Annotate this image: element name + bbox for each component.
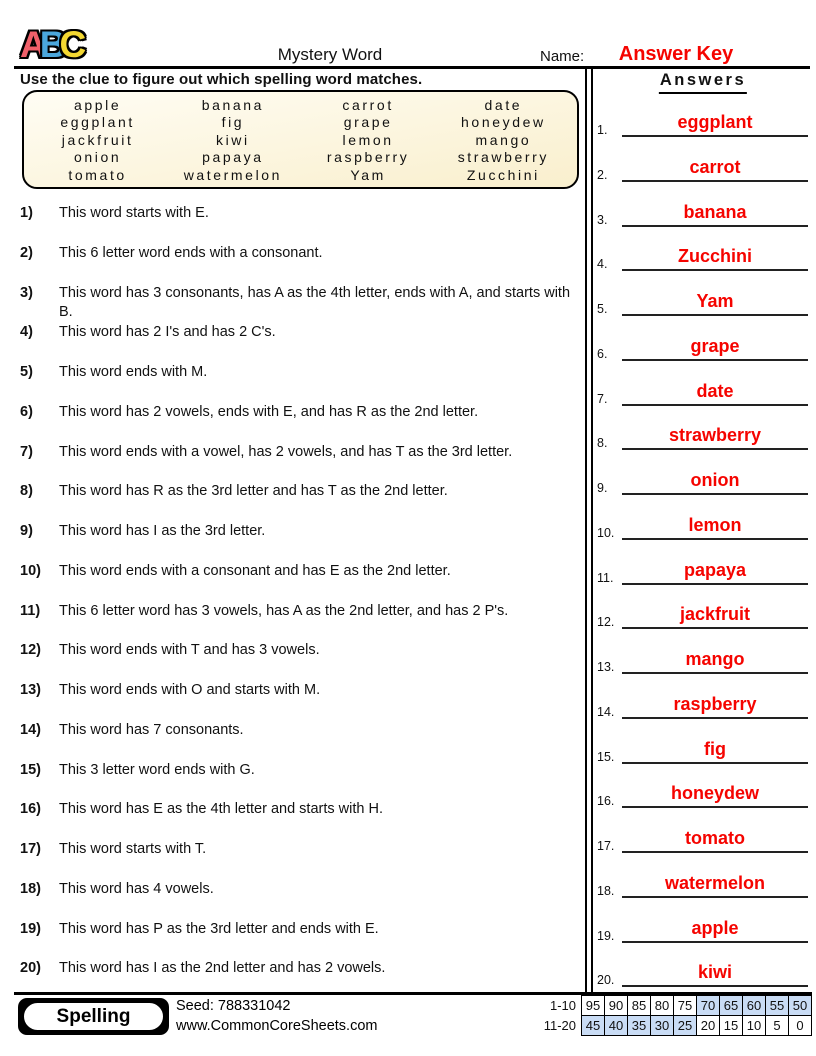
answer-word: apple <box>691 917 739 938</box>
answer-word: jackfruit <box>679 604 751 625</box>
question-number: 20) <box>20 960 41 977</box>
word-bank-word: papaya <box>202 149 264 165</box>
question-number: 1) <box>20 205 33 221</box>
answer-number: 5. <box>597 302 608 316</box>
score-cell: 85 <box>628 996 651 1016</box>
question-text: This 3 letter word ends with G. <box>59 761 255 778</box>
question-item <box>20 522 576 542</box>
word-bank-word: fig <box>221 114 245 130</box>
answer-blank-line <box>622 471 808 495</box>
answer-blank-line <box>622 963 808 987</box>
answer-number: 13. <box>597 660 615 674</box>
answer-blank-line <box>622 919 808 943</box>
answer-number: 1. <box>597 123 608 137</box>
answer-item <box>597 508 808 540</box>
answer-item <box>597 642 808 674</box>
question-item <box>20 681 576 701</box>
score-cell: 0 <box>789 1016 812 1036</box>
question-text: This 6 letter word ends with a consonant. <box>59 244 323 261</box>
answer-blank-line <box>622 203 808 227</box>
question-number: 16) <box>20 801 41 818</box>
website-text: www.CommonCoreSheets.com <box>176 1017 378 1034</box>
answer-number: 11. <box>597 570 614 585</box>
answer-item <box>597 687 808 719</box>
question-item <box>20 363 576 383</box>
answer-word: fig <box>704 738 726 759</box>
score-cell: 5 <box>766 1016 789 1036</box>
answer-word: kiwi <box>697 962 732 983</box>
word-bank-word: banana <box>201 96 265 113</box>
score-cell: 35 <box>628 1016 651 1036</box>
score-cell: 30 <box>651 1016 674 1036</box>
question-text: This word starts with E. <box>59 205 209 221</box>
question-number: 11) <box>20 602 41 619</box>
question-text: This word has R as the 3rd letter and has T as the 2nd letter. <box>59 483 448 500</box>
score-cell: 25 <box>674 1016 697 1036</box>
score-cell: 80 <box>651 996 674 1016</box>
logo-letter: A <box>20 24 47 65</box>
answer-number: 20. <box>597 973 615 988</box>
question-number: 9) <box>20 523 33 539</box>
answer-word: banana <box>683 201 747 222</box>
answer-word: Yam <box>696 291 734 311</box>
answer-word: strawberry <box>668 425 762 446</box>
question-item <box>20 761 576 781</box>
answer-blank-line <box>622 740 808 764</box>
question-item <box>20 641 576 661</box>
answer-blank-line <box>622 426 808 450</box>
answer-number: 12. <box>597 615 615 630</box>
question-number: 8) <box>20 483 33 500</box>
question-text: This word has P as the 3rd letter and ends with E. <box>59 920 379 937</box>
question-item <box>20 721 576 741</box>
answer-blank-line <box>622 650 808 674</box>
question-text: This word has 3 consonants, has A as the 4th letter, ends with A, and starts with B. <box>59 284 571 320</box>
answer-item <box>597 911 808 943</box>
question-item <box>20 562 576 582</box>
answer-word: date <box>696 380 734 401</box>
answer-item <box>597 597 808 629</box>
answer-blank-line <box>622 829 808 853</box>
answer-item <box>597 239 808 271</box>
score-range-label: 1-10 <box>549 998 576 1013</box>
answer-item <box>597 553 808 585</box>
answer-item <box>597 821 808 853</box>
word-bank-word: raspberry <box>326 149 410 165</box>
instruction-text: Use the clue to figure out which spelling word matches. <box>20 71 423 88</box>
question-text: This word has 7 consonants. <box>59 721 244 738</box>
answer-key-label: Answer Key <box>618 43 734 65</box>
question-item <box>20 403 576 423</box>
question-item <box>20 204 576 224</box>
word-bank-word: carrot <box>342 96 394 113</box>
answer-word: tomato <box>685 828 745 848</box>
answer-number: 2. <box>597 167 608 182</box>
word-bank-word: lemon <box>342 131 394 148</box>
word-bank-word: tomato <box>68 166 127 183</box>
seed-text: Seed: 788331042 <box>176 998 291 1014</box>
score-cell: 60 <box>743 996 766 1016</box>
question-number: 3) <box>20 284 33 301</box>
score-cell: 20 <box>697 1016 720 1036</box>
word-bank-word: watermelon <box>183 166 283 183</box>
answers-title: Answers <box>659 71 747 94</box>
answer-number: 3. <box>597 212 608 227</box>
answer-word: Zucchini <box>677 246 752 267</box>
question-number: 7) <box>20 443 33 460</box>
answer-word: raspberry <box>673 693 757 714</box>
word-bank-word: mango <box>475 131 532 148</box>
question-item <box>20 443 576 463</box>
word-bank-word: grape <box>343 114 393 130</box>
answer-number: 7. <box>597 391 608 406</box>
answer-blank-line <box>622 158 808 182</box>
word-bank-word: onion <box>73 149 122 165</box>
question-item <box>20 920 576 940</box>
abc-logo <box>20 26 86 64</box>
answer-word: lemon <box>688 514 742 535</box>
answer-item <box>597 105 808 137</box>
answer-item <box>597 329 808 361</box>
answer-number: 18. <box>597 883 615 898</box>
answer-word: papaya <box>683 559 747 580</box>
answer-item <box>597 866 808 898</box>
question-text: This 6 letter word has 3 vowels, has A as the 2nd letter, and has 2 P's. <box>59 602 509 619</box>
question-item <box>20 800 576 820</box>
question-text: This word has I as the 2nd letter and has 2 vowels. <box>59 960 386 977</box>
column-divider <box>585 67 593 994</box>
answer-blank-line <box>622 113 808 137</box>
answer-item <box>597 418 808 450</box>
answer-item <box>597 463 808 495</box>
question-number: 12) <box>20 642 41 659</box>
answer-blank-line <box>622 561 808 585</box>
answer-item <box>597 374 808 406</box>
answer-word: grape <box>690 335 740 356</box>
word-bank-word: Yam <box>350 166 386 183</box>
answer-word: carrot <box>689 156 741 177</box>
answer-number: 9. <box>597 481 608 495</box>
question-item <box>20 602 576 622</box>
answer-number: 19. <box>597 928 615 943</box>
score-cell: 65 <box>720 996 743 1016</box>
word-bank-word: jackfruit <box>61 131 134 148</box>
question-number: 5) <box>20 364 33 380</box>
word-bank-word: eggplant <box>60 114 135 130</box>
answer-number: 4. <box>597 257 608 272</box>
answer-number: 10. <box>597 525 615 540</box>
word-bank-word: date <box>484 96 523 113</box>
answer-word: watermelon <box>664 872 766 893</box>
question-text: This word has 2 I's and has 2 C's. <box>59 324 276 341</box>
answer-blank-line <box>622 605 808 629</box>
answer-item <box>597 284 808 316</box>
question-number: 14) <box>20 721 41 738</box>
score-cell: 55 <box>766 996 789 1016</box>
answer-item <box>597 776 808 808</box>
question-text: This word has I as the 3rd letter. <box>59 523 266 539</box>
score-cell: 15 <box>720 1016 743 1036</box>
word-bank-word: kiwi <box>216 131 250 148</box>
question-text: This word has E as the 4th letter and starts with H. <box>59 801 383 818</box>
score-cell: 70 <box>697 996 720 1016</box>
answer-number: 16. <box>597 794 615 809</box>
answer-blank-line <box>622 247 808 271</box>
word-bank-word: apple <box>73 96 122 113</box>
question-item <box>20 284 576 323</box>
answer-number: 15. <box>597 749 615 764</box>
score-row <box>526 996 812 1016</box>
answer-word: mango <box>685 649 745 669</box>
question-number: 13) <box>20 682 41 698</box>
answer-blank-line <box>622 292 808 316</box>
question-item <box>20 880 576 900</box>
answer-item <box>597 732 808 764</box>
subject-badge <box>18 998 169 1035</box>
question-text: This word ends with a vowel, has 2 vowels, and has T as the 3rd letter. <box>59 443 513 460</box>
header-divider-line <box>14 66 810 69</box>
score-cell: 90 <box>605 996 628 1016</box>
score-cell: 10 <box>743 1016 766 1036</box>
answer-number: 6. <box>597 346 608 361</box>
question-text: This word ends with T and has 3 vowels. <box>59 642 320 659</box>
subject-badge-label: Spelling <box>23 1002 164 1031</box>
score-cell: 95 <box>582 996 605 1016</box>
answer-blank-line <box>622 784 808 808</box>
question-number: 15) <box>20 761 41 778</box>
question-item <box>20 482 576 502</box>
question-number: 17) <box>20 841 41 857</box>
question-number: 4) <box>20 324 33 341</box>
score-cell: 75 <box>674 996 697 1016</box>
question-text: This word ends with M. <box>59 364 208 380</box>
score-row <box>526 1016 812 1036</box>
word-bank-box <box>22 90 579 189</box>
score-cell: 40 <box>605 1016 628 1036</box>
score-cell: 50 <box>789 996 812 1016</box>
answer-word: onion <box>690 470 740 490</box>
question-item <box>20 323 576 343</box>
logo-letter: C <box>59 24 87 65</box>
question-text: This word ends with O and starts with M. <box>59 682 321 698</box>
score-table <box>526 995 812 1036</box>
question-item <box>20 959 576 979</box>
answer-item <box>597 195 808 227</box>
page-title: Mystery Word <box>277 45 383 64</box>
answer-item <box>597 955 808 987</box>
score-cell: 45 <box>582 1016 605 1036</box>
answer-number: 14. <box>597 704 615 719</box>
answer-number: 8. <box>597 436 608 451</box>
question-item <box>20 244 576 264</box>
answer-blank-line <box>622 874 808 898</box>
question-text: This word ends with a consonant and has E as the 2nd letter. <box>59 562 451 579</box>
score-range-label: 11-20 <box>543 1018 576 1033</box>
question-text: This word has 4 vowels. <box>59 880 214 897</box>
logo-letter: B <box>39 24 67 65</box>
question-item <box>20 840 576 860</box>
answer-blank-line <box>622 516 808 540</box>
seed-block <box>176 997 377 1036</box>
question-text: This word has 2 vowels, ends with E, and has R as the 2nd letter. <box>59 403 479 420</box>
question-text: This word starts with T. <box>59 841 207 857</box>
answer-blank-line <box>622 382 808 406</box>
word-bank-word: Zucchini <box>466 166 540 183</box>
word-bank-word: honeydew <box>461 114 546 130</box>
answer-item <box>597 150 808 182</box>
answer-word: eggplant <box>677 112 753 132</box>
answer-blank-line <box>622 695 808 719</box>
question-number: 19) <box>20 920 41 937</box>
question-number: 18) <box>20 880 41 897</box>
question-number: 2) <box>20 244 33 261</box>
answer-word: honeydew <box>670 783 759 804</box>
answer-blank-line <box>622 337 808 361</box>
question-number: 10) <box>20 562 41 579</box>
name-label: Name: <box>540 48 585 65</box>
question-number: 6) <box>20 403 33 420</box>
answer-number: 17. <box>597 839 615 853</box>
word-bank-word: strawberry <box>457 149 550 165</box>
